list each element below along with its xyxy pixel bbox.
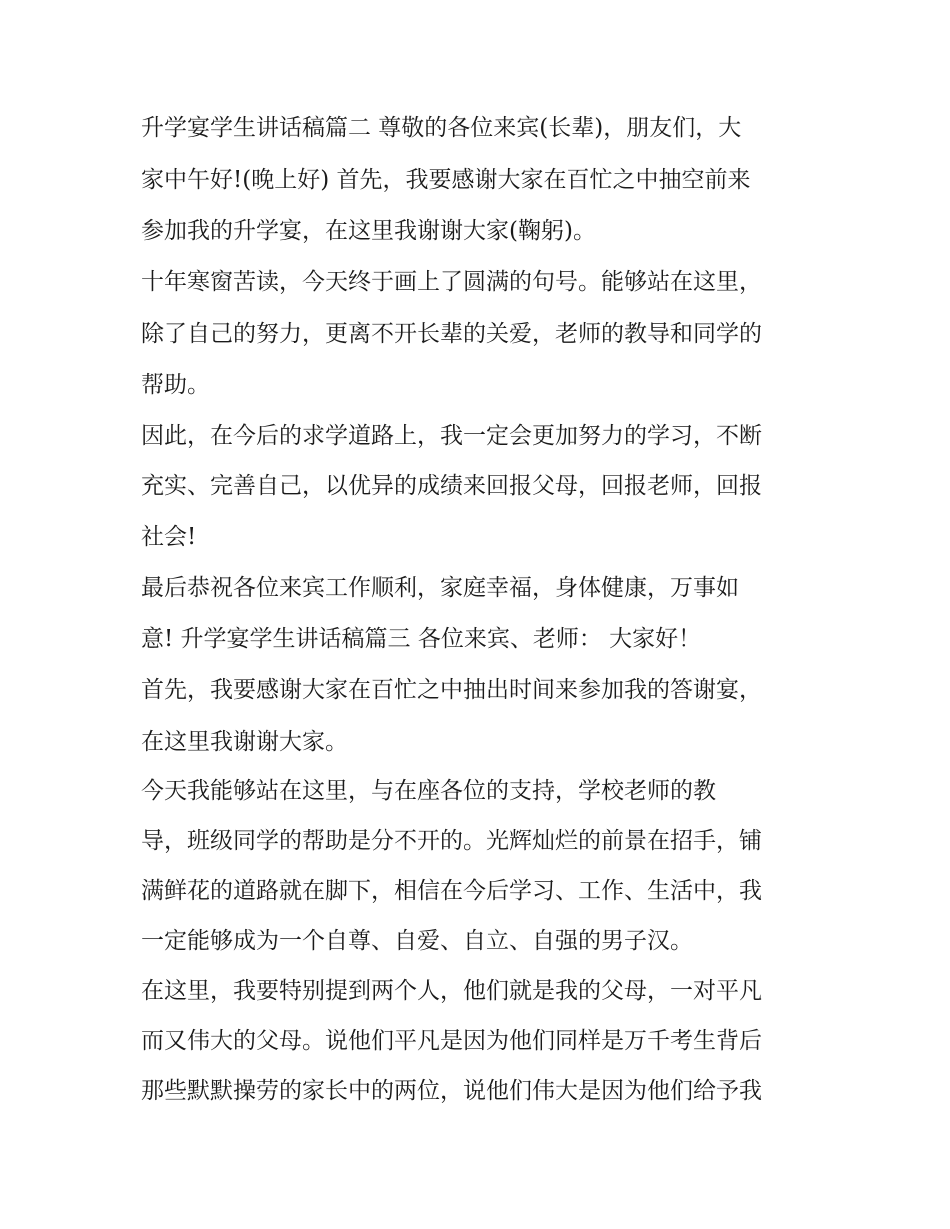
text-line: 升学宴学生讲话稿篇二 尊敬的各位来宾(长辈)，朋友们，大 bbox=[141, 115, 742, 141]
text-line: 今天我能够站在这里，与在座各位的支持，学校老师的教 bbox=[141, 778, 716, 804]
text-line: 那些默默操劳的家长中的两位，说他们伟大是因为他们给予我 bbox=[141, 1078, 762, 1104]
text-line: 社会! bbox=[141, 524, 197, 550]
text-line: 家中午好!(晚上好) 首先，我要感谢大家在百忙之中抽空前来 bbox=[141, 167, 751, 193]
text-line: 因此，在今后的求学道路上，我一定会更加努力的学习，不断 bbox=[141, 423, 762, 449]
text-line: 参加我的升学宴，在这里我谢谢大家(鞠躬)。 bbox=[141, 218, 596, 244]
text-line: 满鲜花的道路就在脚下，相信在今后学习、工作、生活中，我 bbox=[141, 878, 762, 904]
text-line: 在这里我谢谢大家。 bbox=[141, 729, 348, 755]
text-line: 十年寒窗苦读，今天终于画上了圆满的句号。能够站在这里， bbox=[141, 269, 762, 295]
text-line: 充实、完善自己，以优异的成绩来回报父母，回报老师，回报 bbox=[141, 473, 762, 499]
text-line: 一定能够成为一个自尊、自爱、自立、自强的男子汉。 bbox=[141, 928, 693, 954]
text-line: 除了自己的努力，更离不开长辈的关爱，老师的教导和同学的 bbox=[141, 321, 762, 347]
text-line: 意! 升学宴学生讲话稿篇三 各位来宾、老师： 大家好！ bbox=[141, 626, 702, 652]
text-line: 首先，我要感谢大家在百忙之中抽出时间来参加我的答谢宴， bbox=[141, 677, 762, 703]
text-line: 导，班级同学的帮助是分不开的。光辉灿烂的前景在招手，铺 bbox=[141, 828, 762, 854]
text-line: 最后恭祝各位来宾工作顺利，家庭幸福，身体健康，万事如 bbox=[141, 575, 739, 601]
text-line: 帮助。 bbox=[141, 372, 210, 398]
text-line: 而又伟大的父母。说他们平凡是因为他们同样是万千考生背后 bbox=[141, 1028, 762, 1054]
text-line: 在这里，我要特别提到两个人，他们就是我的父母，一对平凡 bbox=[141, 978, 762, 1004]
